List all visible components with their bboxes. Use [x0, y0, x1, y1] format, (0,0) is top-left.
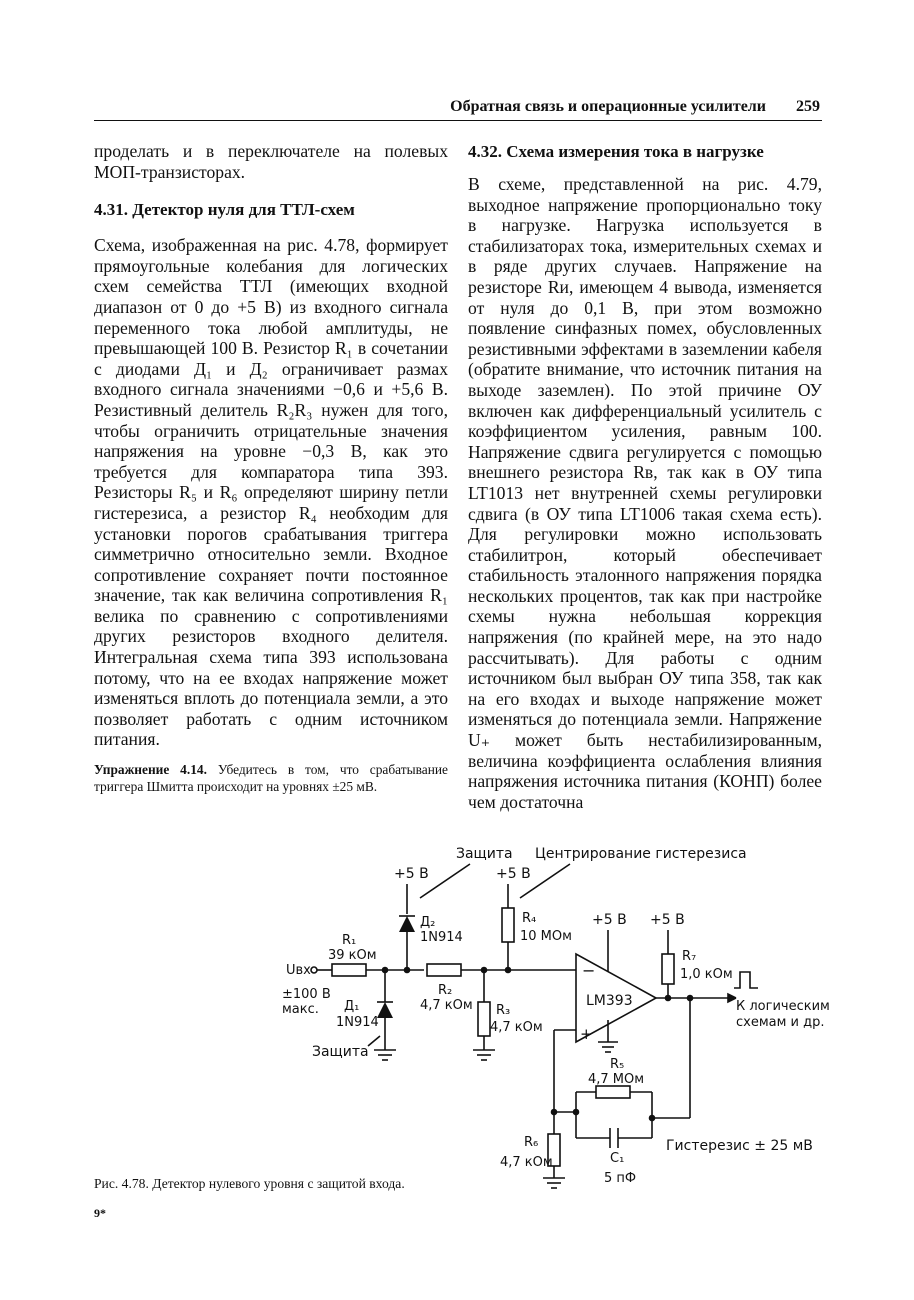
label-r6: R₆ — [524, 1135, 539, 1150]
label-r4-value: 10 МОм — [520, 929, 572, 944]
label-r1-value: 39 кОм — [328, 948, 377, 963]
diode-d2-symbol — [399, 916, 415, 932]
section-4-32-body: В схеме, представленной на рис. 4.79, выходное напряжение пропорционально току в нагрузке. Нагрузка используется в стабилизаторах тока, измерительных схемах и в ряде других случаев. Напряжение на резисторе Rи, имеющем 4 вывода, изменяется от нуля до 0,1 В, при этом возможно появление синфазных помех, обусловленных резистивными эффектами в заземлении кабеля (обратите внимание, что источник питания на выходе заземлен). По этой причине ОУ включен как дифференциальный усилитель с коэффициентом усиления, равным 100. Напряжение сдвига регулируется с помощью внешнего резистора Rв, так как в ОУ типа LT1013 нет внутренней схемы регулировки сдвига (в ОУ типа LT1006 такая схема есть). Для регулировки можно использовать стабилитрон, который обеспечивает стабильность эталонного напряжения порядка нескольких процентов, так как при настройке схемы нужна небольшая коррекция напряжения (по крайней мере, на это надо рассчитывать). Для работы с одним источником был выбран ОУ типа 358, так как на его входах и выходе напряжение может изменяться до потенциала земли. Напряжение U₊ может быть нестабилизированным, величина коэффициента ослабления влияния напряжения источника питания (КОНП) более чем достаточна — [468, 174, 822, 812]
section-4-32-heading: 4.32. Схема измерения тока в нагрузке — [468, 142, 764, 161]
label-output-1: К логическим — [736, 999, 830, 1014]
label-r7: R₇ — [682, 949, 697, 964]
resistor-r1 — [332, 964, 366, 976]
running-title: Обратная связь и операционные усилители — [450, 98, 766, 115]
exercise-label: Упражнение 4.14. — [94, 762, 207, 778]
resistor-r5 — [596, 1086, 630, 1098]
label-r2-value: 4,7 кОм — [420, 998, 473, 1013]
label-d1-type: 1N914 — [336, 1015, 379, 1030]
exercise-text: Убедитесь в том, что срабатывание триггера Шмитта происходит на уровнях ±25 мВ. — [94, 762, 448, 794]
page-number: 259 — [796, 98, 820, 115]
right-column — [468, 141, 822, 812]
label-c1: C₁ — [610, 1151, 625, 1166]
label-r3: R₃ — [496, 1003, 511, 1018]
label-comparator-supply: +5 В — [592, 912, 627, 928]
label-input-max: макс. — [282, 1002, 319, 1017]
label-d1: Д₁ — [344, 999, 360, 1014]
label-minus: − — [582, 961, 596, 980]
label-hysteresis-centering: Центрирование гистерезиса — [535, 846, 747, 862]
figure-caption: Рис. 4.78. Детектор нулевого уровня с защитой входа. — [94, 1176, 405, 1191]
label-r5-value: 4,7 МОм — [588, 1072, 645, 1087]
label-r2: R₂ — [438, 983, 453, 998]
continuation-paragraph: проделать и в переключателе на полевых МОП-транзисторах. — [94, 141, 448, 182]
resistor-r7 — [662, 954, 674, 984]
label-d2-type: 1N914 — [420, 930, 463, 945]
label-input: Uвх — [286, 963, 311, 978]
label-r5: R₅ — [610, 1057, 625, 1072]
label-r4-supply: +5 В — [496, 866, 531, 882]
section-4-31-heading: 4.31. Детектор нуля для ТТЛ-схем — [94, 200, 355, 220]
label-d2: Д₂ — [420, 915, 436, 930]
resistor-r3 — [478, 1002, 490, 1036]
section-4-31-body: Схема, изображенная на рис. 4.78, формирует прямоугольные колебания для логических схем семейства ТТЛ (имеющих входной диапазон от 0 до +5 В) из входного сигнала переменного тока любой амплитуды, не превышающей 100 В. Резистор R₁ в сочетании с диодами Д₁ и Д₂ ограничивает размах входного сигнала значениями −0,6 и +5,6 В. Резистивный делитель R₂R₃ нужен для того, чтобы ограничить отрицательные значения напряжения на уровне −0,3 В, как это требуется для компаратора типа 393. Резисторы R₅ и R₆ определяют ширину петли гистерезиса, а резистор R₄ необходим для установки порогов срабатывания триггера симметрично относительно земли. Входное сопротивление сохраняет почти постоянное значение, так как величина сопротивления R₁ велика по сравнению с сопротивлениями других резисторов входного делителя. Интегральная схема типа 393 использована потому, что на ее входах напряжение может изменяться вплоть до потенциала земли, а это позволяет работать с одним источником питания. — [94, 235, 448, 750]
figure-4-78-schematic — [270, 842, 830, 1202]
label-r1: R₁ — [342, 933, 357, 948]
label-input-range: ±100 В — [282, 987, 331, 1002]
diode-d1-symbol — [377, 1002, 393, 1018]
label-protection-bottom: Защита — [312, 1044, 369, 1060]
label-c1-value: 5 пФ — [604, 1171, 637, 1186]
label-r4: R₄ — [522, 911, 537, 926]
label-protection-top: Защита — [456, 846, 513, 862]
label-r7-value: 1,0 кОм — [680, 967, 733, 982]
label-hysteresis: Гистерезис ± 25 мВ — [666, 1138, 813, 1154]
label-r3-value: 4,7 кОм — [490, 1020, 543, 1035]
resistor-r4 — [502, 908, 514, 942]
label-d2-supply: +5 В — [394, 866, 429, 882]
left-column — [94, 141, 448, 795]
label-comparator: LM393 — [586, 993, 633, 1009]
signature-mark: 9* — [94, 1206, 106, 1220]
label-output-2: схемам и др. — [736, 1015, 825, 1030]
label-r7-supply: +5 В — [650, 912, 685, 928]
resistor-r2 — [427, 964, 461, 976]
label-r6-value: 4,7 кОм — [500, 1155, 553, 1170]
exercise-4-14 — [94, 762, 448, 795]
running-header — [94, 98, 822, 121]
label-plus: + — [580, 1025, 593, 1043]
